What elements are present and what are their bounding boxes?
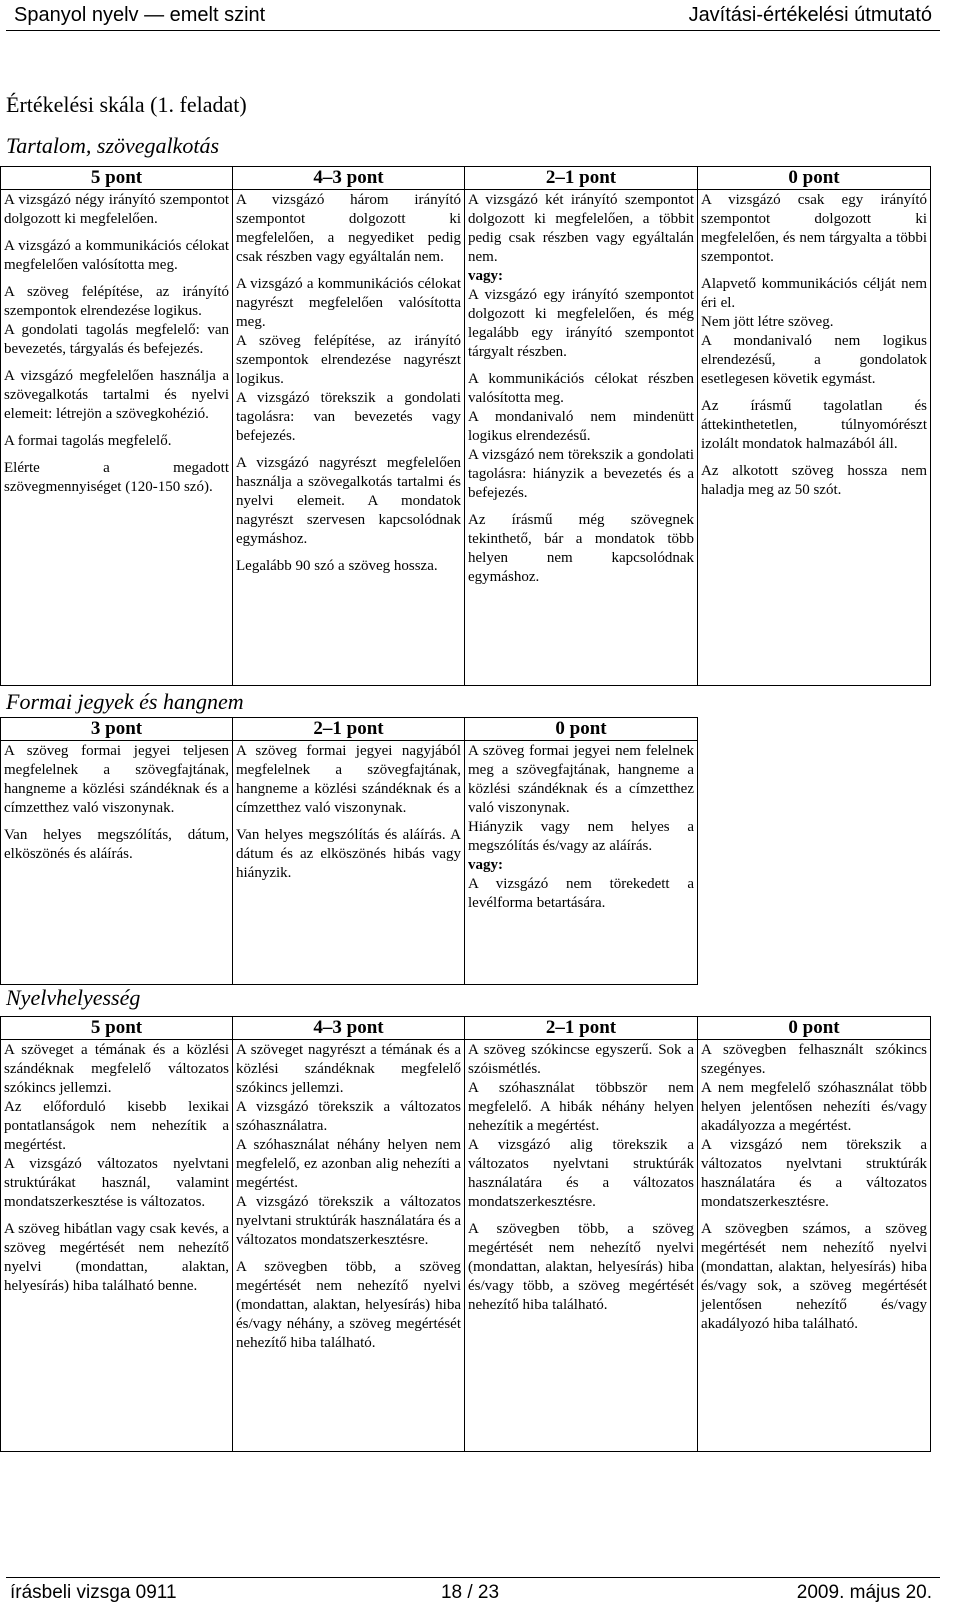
page-header xyxy=(6,0,940,32)
column-header: 2–1 pont xyxy=(233,718,465,741)
table-cell: A szöveg szókincse egyszerű. Sok a szóismétlés. A szóhasználat többször nem megfelelő. A hibák néhány helyen nehezítik a megértést. A vizsgázó alig törekszik a változatos nyelvtani struktúrák használatára és a változatos mondatszerkesztésre. A szövegben több, a szöveg megértését nem nehezítő nyelvi (mondattan, alaktan, helyesírás) hiba és/vagy több, a szöveg megértését nehezítő hiba található. xyxy=(465,1040,698,1452)
footer-date: 2009. május 20. xyxy=(796,1582,932,1603)
section-subtitle-form: Formai jegyek és hangnem xyxy=(6,689,244,714)
form-scale-table xyxy=(0,717,698,985)
section-title: Értékelési skála (1. feladat) xyxy=(6,92,247,117)
table-cell: A vizsgázó csak egy irányító szempontot dolgozott ki megfelelően, és nem tárgyalta a többi szempontot. Alapvető kommunikációs célját nem éri el. Nem jött létre szöveg. A mondanivaló nem logikus elrendezésű, a gondolatok esetlegesen követik egymást. Az írásmű tagolatlan és áttekinthetetlen, túlnyomórészt izolált mondatok halmazából áll. Az alkotott szöveg hossza nem haladja meg az 50 szót. xyxy=(698,190,931,686)
table-cell: A szöveget nagyrészt a témának és a közlési szándéknak megfelelő szókincs jellemzi. A vizsgázó törekszik a változatos szóhasználatra. A szóhasználat néhány helyen nem megfelelő, ez azonban alig nehezíti a megértést. A vizsgázó törekszik a változatos nyelvtani struktúrák használatára és a változatos mondatszerkesztésre. A szövegben több, a szöveg megértését nem nehezítő nyelvi (mondattan, alaktan, helyesírás) hiba és/vagy néhány, a szöveg megértését nehezítő hiba található. xyxy=(233,1040,465,1452)
column-header: 3 pont xyxy=(1,718,233,741)
table-cell: A szövegben felhasznált szókincs szegényes. A nem megfelelő szóhasználat több helyen jelentősen nehezíti és/vagy akadályozza a megértést. A vizsgázó nem törekszik a változatos nyelvtani struktúrák használatára és a változatos mondatszerkesztésre. A szövegben számos, a szöveg megértését nem nehezítő nyelvi (mondattan, alaktan, helyesírás) hiba és/vagy sok, a szöveg megértését jelentősen nehezítő és/vagy akadályozó hiba található. xyxy=(698,1040,931,1452)
column-header: 5 pont xyxy=(1,1017,233,1040)
footer-rule xyxy=(6,1577,940,1578)
column-header: 0 pont xyxy=(465,718,698,741)
table-cell: A szöveget a témának és a közlési szándéknak megfelelő változatos szókincs jellemzi. Az előforduló kisebb lexikai pontatlanságok nem nehezítik a megértést. A vizsgázó változatos nyelvtani struktúrákat használ, valamint mondatszerkesztése is változatos. A szöveg hibátlan vagy csak kevés, a szöveg megértését nem nehezítő nyelvi (mondattan, alaktan, helyesírás) hiba található benne. xyxy=(1,1040,233,1452)
language-scale-table xyxy=(0,1016,931,1452)
column-header: 0 pont xyxy=(698,167,931,190)
section-subtitle-language: Nyelvhelyesség xyxy=(6,985,141,1010)
column-header: 0 pont xyxy=(698,1017,931,1040)
column-header: 2–1 pont xyxy=(465,167,698,190)
footer-left: írásbeli vizsga 0911 xyxy=(10,1582,177,1603)
page-number: 18 / 23 xyxy=(440,1582,500,1603)
table-cell: A vizsgázó három irányító szempontot dolgozott ki megfelelően, a negyediket pedig csak részben vagy egyáltalán nem. A vizsgázó a kommunikációs célokat nagyrészt megfelelően valósította meg. A szöveg felépítése, az irányító szempontok elrendezése nagyrészt logikus. A vizsgázó törekszik a gondolati tagolásra: van bevezetés vagy befejezés. A vizsgázó nagyrészt megfelelően használja a szövegalkotás tartalmi és nyelvi elemeit. A mondatok nagyrészt szervesen kapcsolódnak egymáshoz. Legalább 90 szó a szöveg hossza. xyxy=(233,190,465,686)
table-cell: A szöveg formai jegyei nagyjából megfelelnek a szövegfajtának, hangneme a közlési szándéknak és a címzetthez való viszonynak. Van helyes megszólítás és aláírás. A dátum és az elköszönés hibás vagy hiányzik. xyxy=(233,741,465,985)
column-header: 2–1 pont xyxy=(465,1017,698,1040)
header-right: Javítási-értékelési útmutató xyxy=(688,4,932,26)
table-cell: A vizsgázó négy irányító szempontot dolgozott ki megfelelően. A vizsgázó a kommunikációs célokat megfelelően valósította meg. A szöveg felépítése, az irányító szempontok elrendezése logikus. A gondolati tagolás megfelelő: van bevezetés, tárgyalás és befejezés. A vizsgázó megfelelően használja a szövegalkotás tartalmi és nyelvi elemeit: létrejön a szövegkohézió. A formai tagolás megfelelő. Elérte a megadott szövegmennyiséget (120-150 szó). xyxy=(1,190,233,686)
table-cell: A szöveg formai jegyei teljesen megfelelnek a szövegfajtának, hangneme a közlési szándéknak és a címzetthez való viszonynak. Van helyes megszólítás, dátum, elköszönés és aláírás. xyxy=(1,741,233,985)
column-header: 4–3 pont xyxy=(233,1017,465,1040)
content-scale-table xyxy=(0,166,931,686)
column-header: 5 pont xyxy=(1,167,233,190)
section-subtitle-content: Tartalom, szövegalkotás xyxy=(6,133,220,158)
table-cell: A vizsgázó két irányító szempontot dolgozott ki megfelelően, a többit pedig csak részben vagy egyáltalán nem. vagy: A vizsgázó egy irányító szempontot dolgozott ki megfelelően, és még legalább egy irányító szempontot tárgyalt részben. A kommunikációs célokat részben valósította meg. A mondanivaló nem mindenütt logikus elrendezésű. A vizsgázó nem törekszik a gondolati tagolásra: hiányzik a bevezetés és a befejezés. Az írásmű még szövegnek tekinthető, bár a mondatok több helyen nem kapcsolódnak egymáshoz. xyxy=(465,190,698,686)
header-left: Spanyol nyelv — emelt szint xyxy=(14,4,266,26)
table-cell: A szöveg formai jegyei nem felelnek meg a szövegfajtának, hangneme a közlési szándéknak és a címzetthez való viszonynak. Hiányzik vagy nem helyes a megszólítás és/vagy az aláírás. vagy: A vizsgázó nem törekedett a levélforma betartására. xyxy=(465,741,698,985)
column-header: 4–3 pont xyxy=(233,167,465,190)
header-rule xyxy=(6,30,940,31)
